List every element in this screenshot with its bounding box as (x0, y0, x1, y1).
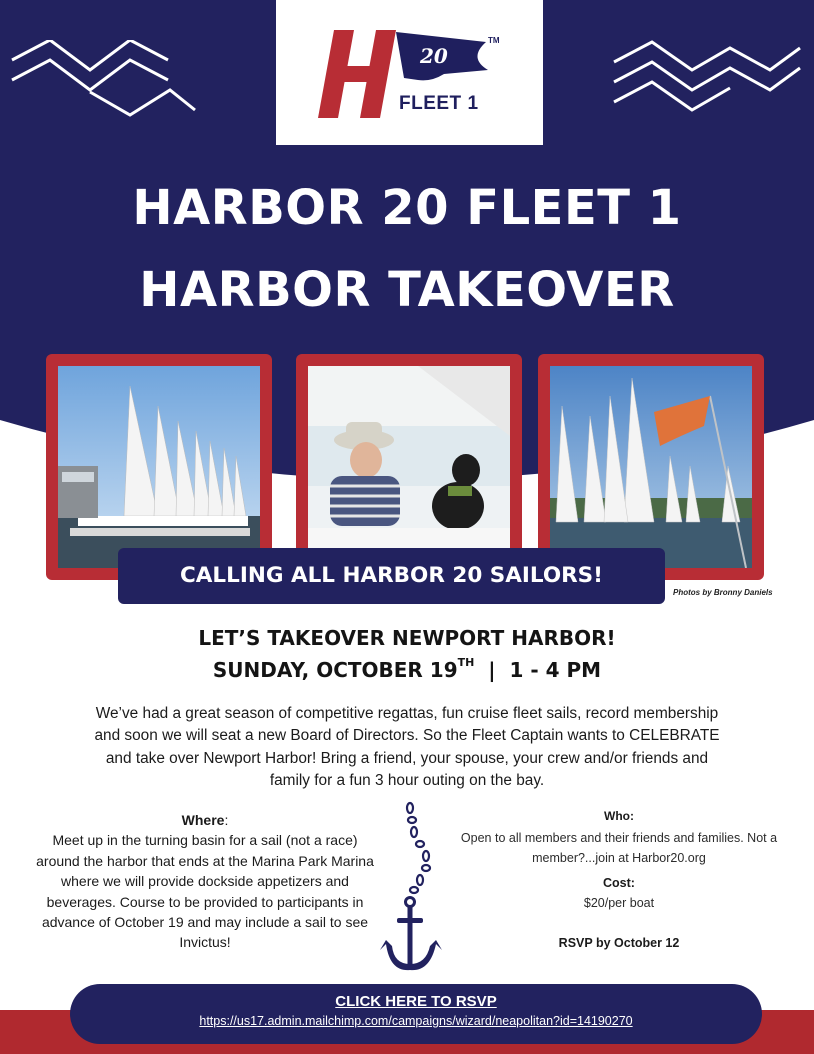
anchor-icon (380, 800, 450, 976)
logo (276, 0, 543, 145)
event-date: SUNDAY, OCTOBER 19 (212, 658, 458, 682)
event-date-suffix: TH (457, 656, 475, 669)
logo-trademark: TM (488, 36, 500, 45)
where-section (30, 810, 380, 953)
chevron-decoration-left (10, 40, 200, 120)
who-heading: Who: (604, 809, 634, 823)
logo-h-mark (318, 30, 396, 118)
event-headline: LET’S TAKEOVER NEWPORT HARBOR! (198, 626, 616, 650)
event-time: | 1 - 4 PM (474, 658, 602, 682)
photo-sailor-with-dog (296, 354, 522, 580)
intro-paragraph: We’ve had a great season of competitive regattas, fun cruise fleet sails, record membership and soon we will seat a new Board of Directors. So the Fleet Captain wants to CELEBRATE and take over Newport Harbor! Bring a friend, your spouse, your crew and/or friends and family for a fun 3 hour outing on the bay. (94, 705, 720, 789)
rsvp-button[interactable]: CLICK HERE TO RSVP (335, 993, 497, 1010)
rsvp-deadline: RSVP by October 12 (558, 936, 680, 950)
where-body: Meet up in the turning basin for a sail (not a race) around the harbor that ends at the Marina Park Marina where we will provide dockside appetizers and beverages. Course to be provided to participants in advance of October 19 and may include a sail to see Invictus! (36, 832, 374, 951)
photo-fleet-with-flag (538, 354, 764, 580)
rsvp-cta[interactable] (70, 984, 762, 1044)
cost-body: $20/per boat (583, 896, 655, 910)
where-colon: : (224, 812, 229, 828)
logo-fleet-text: FLEET 1 (399, 93, 479, 114)
photo-credit: Photos by Bronny Daniels (673, 588, 773, 597)
title-line-2: HARBOR TAKEOVER (139, 262, 675, 318)
rsvp-link[interactable]: https://us17.admin.mailchimp.com/campaigns/wizard/neapolitan?id=14190270 (199, 1014, 633, 1028)
who-body: Open to all members and their friends and families. Not a member?...join at Harbor20.org (460, 831, 778, 865)
cost-heading: Cost: (603, 876, 635, 890)
calling-sailors-banner: CALLING ALL HARBOR 20 SAILORS! (118, 548, 665, 604)
title-line-1: HARBOR 20 FLEET 1 (132, 180, 682, 236)
logo-number: 20 (420, 44, 448, 68)
photo-docked-sailboats (46, 354, 272, 580)
event-date-time (0, 658, 814, 682)
where-heading: Where (181, 812, 225, 828)
chevron-decoration-right (612, 40, 802, 120)
